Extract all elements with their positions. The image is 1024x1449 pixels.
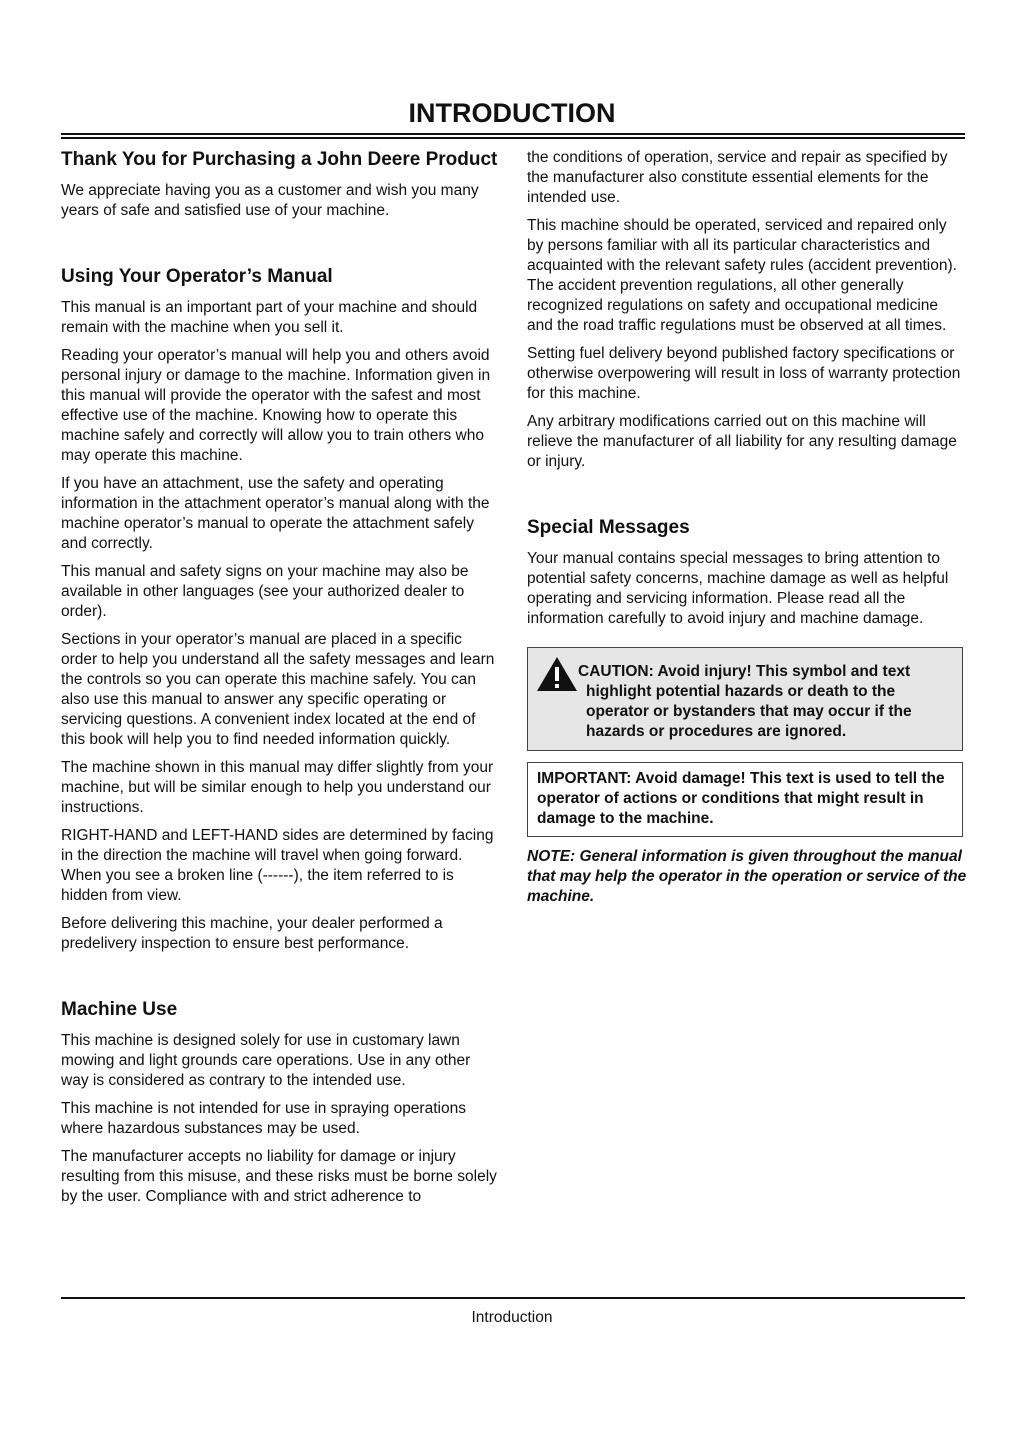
left-column [61,148,501,1215]
paragraph: Your manual contains special messages to bring attention to potential safety concerns, machine damage as well as helpful operating and servicing information. Please read all the information carefully to avoid injury and machine damage. [527,550,949,627]
paragraph: This machine is not intended for use in spraying operations where hazardous substances may be used. [61,1100,466,1137]
section-heading: Using Your Operator’s Manual [61,266,333,287]
caution-lead: CAUTION: Avoid injury! This symbol and text [578,663,911,680]
paragraph: This manual and safety signs on your machine may also be available in other languages (see your authorized dealer to order). [61,563,469,620]
section-heading: Special Messages [527,517,690,538]
paragraph: Setting fuel delivery beyond published factory specifications or otherwise overpowering will result in loss of warranty protection for this machine. [527,345,961,402]
paragraph: Reading your operator’s manual will help you and others avoid personal injury or damage to the machine. Information given in this manual will provide the operator with the safest and most effective use of the machine. Knowing how to operate this machine safely and correctly will allow you to train others who may operate this machine. [61,347,491,464]
section-using-manual [61,265,501,954]
warning-triangle-icon [536,656,578,692]
paragraph: Sections in your operator’s manual are placed in a specific order to help you understand all the safety messages and learn the controls so you can operate this machine safely. You can also use this manual to answer any specific operating or servicing questions. A convenient index located at the end of this book will help you to find needed information quickly. [61,631,495,748]
paragraph: We appreciate having you as a customer and wish you many years of safe and satisfied use of your machine. [61,182,479,219]
section-heading: Thank You for Purchasing a John Deere Product [61,149,498,170]
paragraph: the conditions of operation, service and repair as specified by the manufacturer also constitute essential elements for the intended use. [527,149,948,206]
footer-label: Introduction [471,1309,553,1326]
paragraph: If you have an attachment, use the safety and operating information in the attachment operator’s manual along with the machine operator’s manual to operate the attachment safely and correctly. [61,475,490,552]
page-title: INTRODUCTION [408,98,616,128]
paragraph: This machine should be operated, serviced and repaired only by persons familiar with all its particular characteristics and acquainted with the relevant safety rules (accident prevention). The accident prevention regulations, all other generally recognized regulations on safety and occupational medicine and the road traffic regulations must be observed at all times. [527,217,957,334]
footer-rule [61,1297,965,1299]
section-heading: Machine Use [61,999,178,1020]
important-text: IMPORTANT: Avoid damage! This text is used to tell the operator of actions or conditions that might result in damage to the machine. [537,770,945,827]
note-text: NOTE: General information is given throughout the manual that may help the operator in the operation or service of the machine. [527,848,967,905]
paragraph: Any arbitrary modifications carried out on this machine will relieve the manufacturer of all liability for any resulting damage or injury. [527,413,957,470]
important-box [527,762,963,837]
section-machine-use [61,998,501,1207]
paragraph: Before delivering this machine, your dealer performed a predelivery inspection to ensure best performance. [61,915,443,952]
paragraph: The machine shown in this manual may differ slightly from your machine, but will be similar enough to help you understand our instructions. [61,759,494,816]
caution-text [536,662,954,742]
caution-rest: highlight potential hazards or death to the operator or bystanders that may occur if the hazards or procedures are ignored. [586,683,912,740]
section-special-messages [527,516,967,907]
section-thank-you [61,148,501,221]
paragraph: This manual is an important part of your machine and should remain with the machine when you sell it. [61,299,478,336]
right-column [527,148,967,915]
section-machine-use-continued [527,148,967,472]
caution-box [527,647,963,751]
paragraph: RIGHT-HAND and LEFT-HAND sides are determined by facing in the direction the machine will travel when going forward. When you see a broken line (------), the item referred to is hidden from view. [61,827,494,904]
paragraph: The manufacturer accepts no liability for damage or injury resulting from this misuse, and these risks must be borne solely by the user. Compliance with and strict adherence to [61,1148,497,1205]
title-rule [61,133,965,139]
paragraph: This machine is designed solely for use in customary lawn mowing and light grounds care operations. Use in any other way is considered as contrary to the intended use. [61,1032,471,1089]
